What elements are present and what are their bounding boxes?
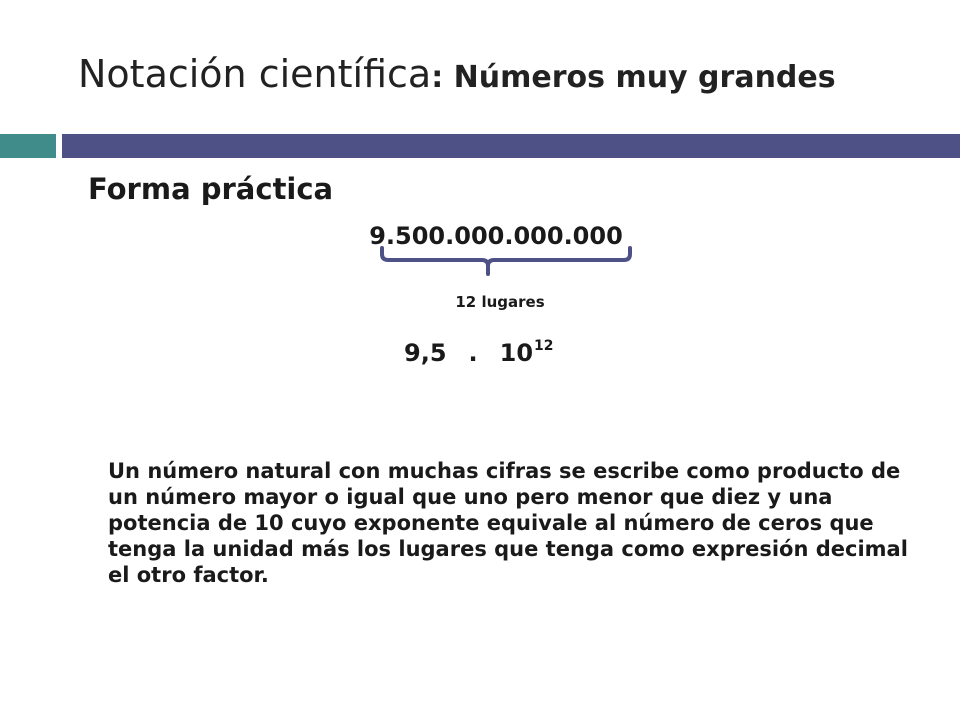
multiplication-dot: . <box>468 339 478 367</box>
scientific-notation <box>404 338 554 367</box>
accent-bar-teal <box>0 134 56 158</box>
places-label: 12 lugares <box>455 293 545 311</box>
accent-bar-navy <box>62 134 960 158</box>
title-main: Notación científica <box>78 52 432 96</box>
mantissa: 9,5 <box>404 339 447 367</box>
power-exponent: 12 <box>534 338 554 354</box>
explanation-paragraph: Un número natural con muchas cifras se escribe como producto de un número mayor o igual que uno pero menor que diez y una potencia de 10 cuyo exponente equivale al número de ceros que tenga la unidad más los lugares que tenga como expresión decimal el otro factor. <box>108 459 908 587</box>
power-base: 10 <box>499 339 534 367</box>
large-number: 9.500.000.000.000 <box>369 222 623 250</box>
section-heading: Forma práctica <box>88 172 334 206</box>
title-subtitle: : Números muy grandes <box>431 60 836 95</box>
curly-brace-icon <box>378 244 636 284</box>
slide-title <box>78 52 836 96</box>
